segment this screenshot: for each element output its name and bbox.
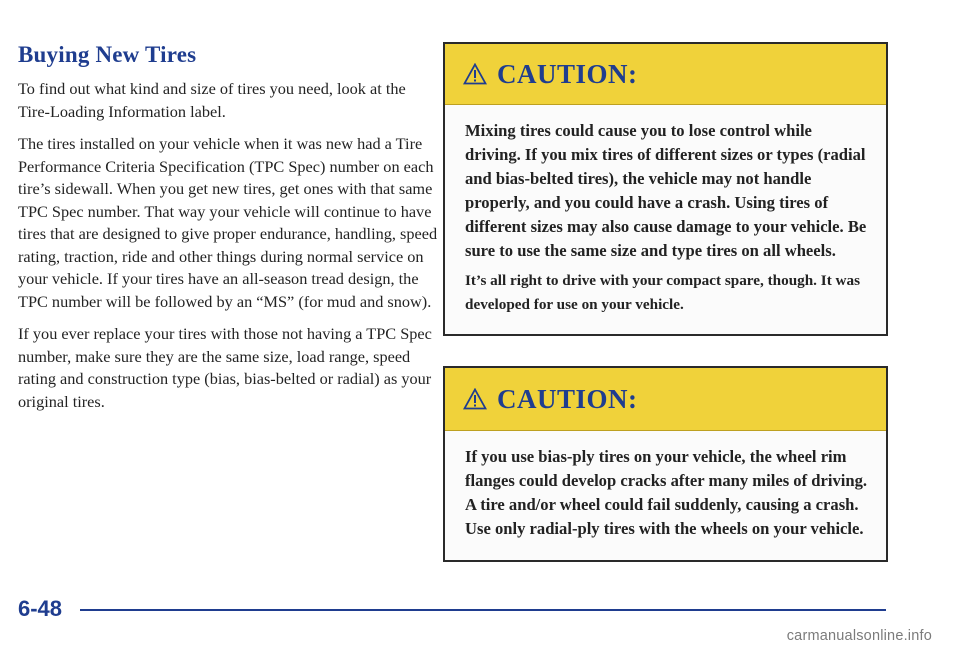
caution-text: Mixing tires could cause you to lose control while driving. If you mix tires of different sizes or types (radial and bias-belted tires), the vehicle may not handle properly, and you could have a crash. Using tires of different sizes may also cause damage to your vehicle. Be sure to use the same size and type tires on all wheels. xyxy=(465,121,867,260)
caution-box-bias-ply xyxy=(443,366,888,562)
page-number: 6-48 xyxy=(18,596,63,621)
footer-rule xyxy=(80,609,886,611)
paragraph-tire-label: To find out what kind and size of tires you need, look at the Tire-Loading Information label. xyxy=(18,79,406,121)
section-title: Buying New Tires xyxy=(18,42,197,67)
caution-body xyxy=(445,431,886,557)
paragraph-tpc-spec: The tires installed on your vehicle when it was new had a Tire Performance Criteria Specification (TPC Spec) number on each tire’s sidewall. When you get new tires, get ones with that same TPC Spec number. That way your vehicle will continue to have tires that are designed to give proper endurance, handling, speed rating, traction, ride and other things during normal service on your vehicle. If your tires have an all-season tread design, the TPC number will be followed by an “MS” (for mud and snow). xyxy=(18,134,438,311)
caution-note: It’s all right to drive with your compact spare, though. It was developed for use on your vehicle. xyxy=(465,272,861,313)
caution-title: CAUTION: xyxy=(497,58,638,89)
warning-triangle-icon xyxy=(463,388,487,410)
caution-body xyxy=(445,105,886,327)
caution-box-mixing-tires xyxy=(443,42,888,336)
warning-triangle-icon xyxy=(463,63,487,85)
watermark-text: carmanualsonline.info xyxy=(786,628,932,644)
caution-title: CAUTION: xyxy=(497,383,638,414)
paragraph-replacement: If you ever replace your tires with those not having a TPC Spec number, make sure they are the same size, load range, speed rating and construction type (bias, bias-belted or radial) as your original tires. xyxy=(18,324,432,411)
caution-header xyxy=(445,44,886,105)
caution-header xyxy=(445,368,886,431)
caution-text: If you use bias-ply tires on your vehicle, the wheel rim flanges could develop cracks after many miles of driving. A tire and/or wheel could fail suddenly, causing a crash. Use only radial-ply tires with the wheels on your vehicle. xyxy=(465,447,868,538)
left-column xyxy=(18,42,438,423)
